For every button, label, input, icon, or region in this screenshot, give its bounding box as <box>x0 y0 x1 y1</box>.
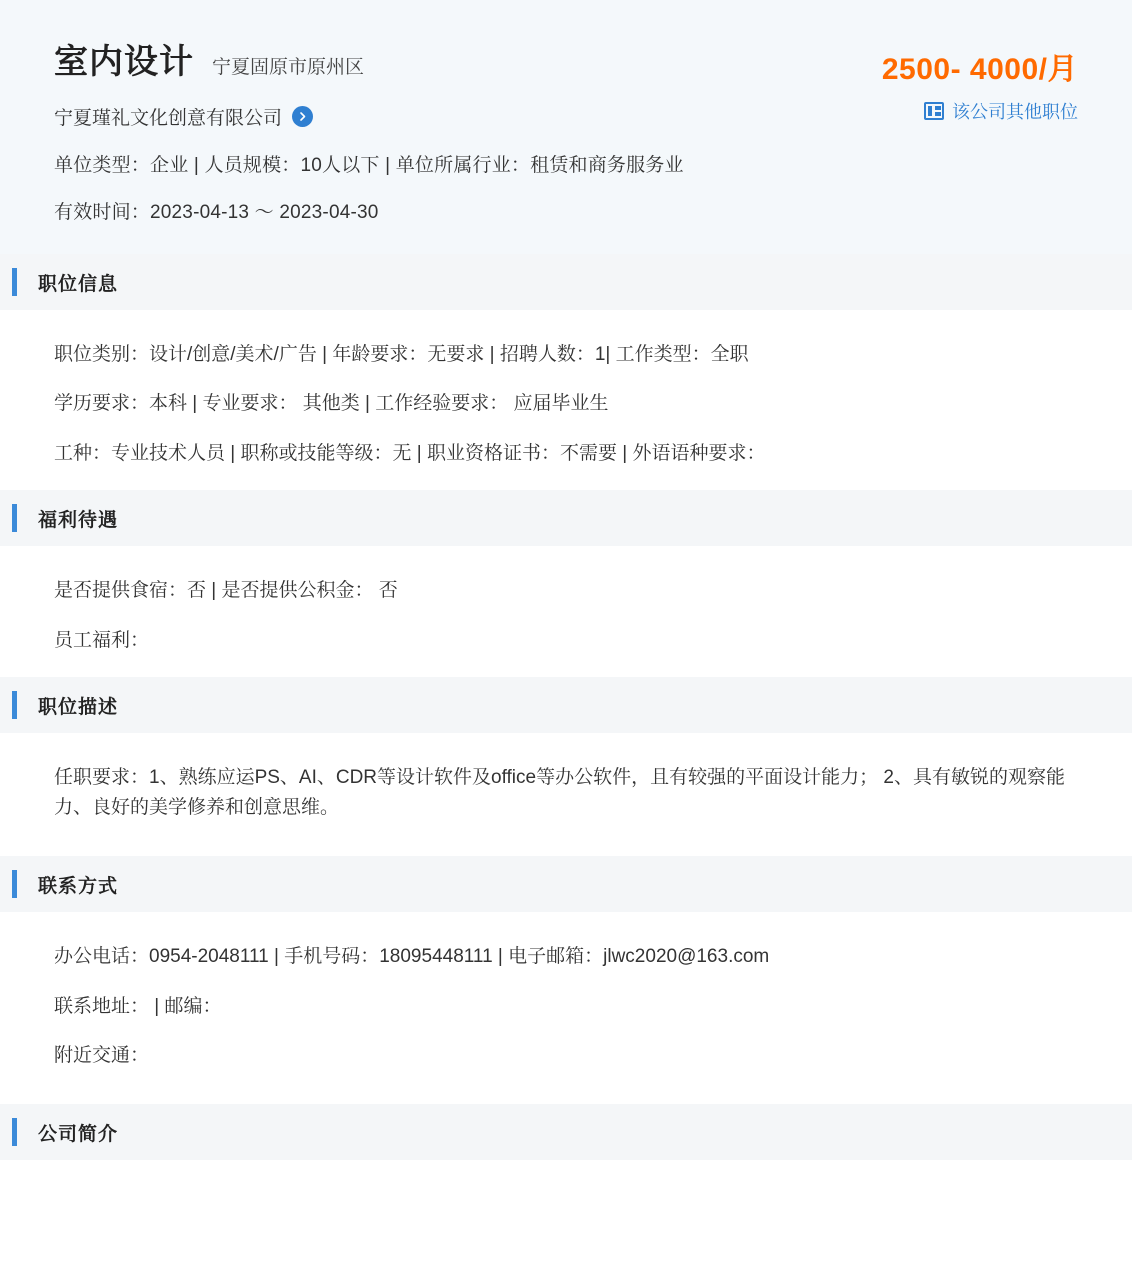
section-title: 联系方式 <box>38 875 119 897</box>
description-block <box>0 733 1132 844</box>
other-jobs-label: 该公司其他职位 <box>952 102 1078 122</box>
salary-range: 2500- 4000/月 <box>881 53 1078 86</box>
company-list-icon <box>924 102 944 120</box>
job-info-line-1: 职位类别：设计/创意/美术/广告 | 年龄要求：无要求 | 招聘人数：1| 工作类型：全职 <box>54 344 749 365</box>
benefits-line-2: 员工福利： <box>54 629 150 651</box>
company-meta-line: 单位类型：企业 | 人员规模：10人以下 | 单位所属行业：租赁和商务服务业 <box>54 155 684 176</box>
bottom-padding <box>0 1160 1132 1178</box>
section-title: 公司简介 <box>38 1123 119 1145</box>
section-title: 职位信息 <box>38 273 119 295</box>
arrow-right-circle-icon[interactable] <box>292 106 313 127</box>
job-location: 宁夏固原市原州区 <box>212 57 365 78</box>
spacer <box>0 1092 1132 1104</box>
job-info-line-3: 工种：专业技术人员 | 职称或技能等级：无 | 职业资格证书：不需要 | 外语语种要求： <box>54 442 766 464</box>
section-title: 职位描述 <box>38 696 119 718</box>
section-header-description <box>0 677 1132 733</box>
other-jobs-link[interactable] <box>924 98 1078 124</box>
company-name: 宁夏瑾礼文化创意有限公司 <box>54 108 283 129</box>
job-info-line-2: 学历要求：本科 | 专业要求： 其他类 | 工作经验要求： 应届毕业生 <box>54 393 609 415</box>
valid-period-line: 有效时间：2023-04-13 ～ 2023-04-30 <box>54 202 379 223</box>
benefits-line-1: 是否提供食宿：否 | 是否提供公积金： 否 <box>54 580 398 602</box>
contact-line-1: 办公电话：0954-2048111 | 手机号码：18095448111 | 电子邮箱：jlwc2020@163.com <box>54 946 770 968</box>
contact-line-2: 联系地址： | 邮编： <box>54 995 222 1017</box>
contact-block <box>0 912 1132 1092</box>
section-title: 福利待遇 <box>38 509 119 531</box>
contact-line-3: 附近交通： <box>54 1044 150 1066</box>
job-header <box>0 0 1132 254</box>
page-title: 室内设计 <box>54 43 194 81</box>
description-text: 任职要求：1、熟练应运PS、AI、CDR等设计软件及office等办公软件，且有较强的平面设计能力； 2、具有敏锐的观察能力、良好的美学修养和创意思维。 <box>54 767 1065 818</box>
benefits-block <box>0 546 1132 677</box>
section-header-job-info <box>0 254 1132 310</box>
section-header-company-profile <box>0 1104 1132 1160</box>
section-header-benefits <box>0 490 1132 546</box>
section-header-contact <box>0 856 1132 912</box>
spacer <box>0 844 1132 856</box>
job-info-block <box>0 310 1132 490</box>
